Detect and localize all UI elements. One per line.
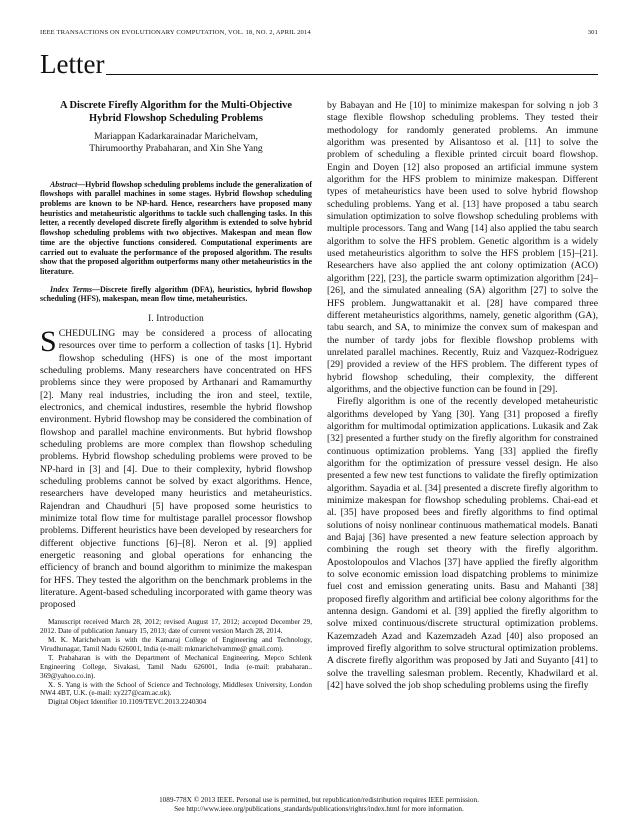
introduction-paragraph: [40, 324, 312, 612]
footnotes: [40, 618, 312, 708]
abstract-lead: Abstract: [50, 179, 78, 189]
author-list: [40, 131, 312, 155]
abstract-text: —Hybrid flowshop scheduling problems include the generalization of flowshops with parallel machines in some stages. Hybrid flowshop scheduling problems are known to be NP-hard. Hence, researchers have proposed many heuristics and metaheuristic algorithms to tackle such challenging tasks. In this letter, a recently developed discrete firefly algorithm is extended to solve hybrid flowshop scheduling problems with two objectives. Makespan and mean flow time are the objective functions considered. Computational experiments are carried out to evaluate the performance of the proposed algorithm. The results show that the proposed algorithm outperforms many other metaheuristics in the literature.: [40, 179, 312, 276]
authors-line-2: Thirumoorthy Prabaharan, and Xin She Yang: [89, 143, 263, 155]
page-number: 301: [587, 29, 598, 36]
footnote-author-3: X. S. Yang is with the School of Science and Technology, Middlesex University, London NW4 4BT, U.K. (e-mail: xy227@cam.ac.uk).: [40, 680, 312, 698]
section-rule: [106, 74, 598, 75]
left-column: [40, 100, 312, 707]
index-terms: [40, 285, 312, 304]
section-heading-introduction: I. Introduction: [148, 312, 204, 323]
copyright-footer: [40, 796, 598, 815]
index-terms-lead: Index Terms: [50, 284, 93, 294]
drop-cap: S: [40, 324, 57, 358]
footnote-author-2: T. Prabaharan is with the Department of Mechanical Engineering, Mepco Schlenk Engineering College, Sivakasi, Tamil Nadu 626001, India (e-mail: prabaharan.. 369@yahoo.co.in).: [40, 653, 312, 680]
paper-title: A Discrete Firefly Algorithm for the Multi-Objective Hybrid Flowshop Scheduling Problems: [60, 100, 292, 124]
footnote-author-1: M. K. Marichelvam is with the Kamaraj College of Engineering and Technology, Virudhunagar, Tamil Nadu 626001, India (e-mail: mkmarichelvamme@ gmail.com).: [40, 635, 312, 653]
footnote-doi: Digital Object Identifier 10.1109/TEVC.2013.2240304: [48, 698, 207, 707]
body-paragraph-2: Firefly algorithm is one of the recently developed metaheuristic algorithms developed by Yang [30]. Yang [31] proposed a firefly algorithm for multimodal optimization applications. Lukasik and Zak [32] presented a further study on the firefly algorithm for constrained continuous optimization problems. Yang [33] applied the firefly algorithm for the optimization of pressure vessel design. He also presented a few new test functions to validate the firefly optimization algorithm. Sayadia et al. [34] presented a discrete firefly algorithm to minimize makespan for flowshop scheduling problems. Chai-ead et al. [35] have proposed bees and firefly algorithms to find optimal solutions of noisy nonlinear continuous mathematical models. Banati and Bajaj [36] have presented a new feature selection approach by combining the rough set theory with the firefly algorithm. Apostolopoulos and Vlachos [37] have applied the firefly algorithm to solve economic emission load dispatching problems to minimize fuel cost and emission generating units. Basu and Mahanti [38] proposed firefly algorithm and artificial bee colony algorithms for the antenna design. Gandomi et al. [39] applied the firefly algorithm to solve mixed continuous/discrete structural optimization problems. Kazemzadeh Azad and Kazemzadeh Azad [40] also proposed an improved firefly algorithm to solve structural optimization problems. A discrete firefly algorithm was proposed by Jati and Suyanto [41] to solve the travelling salesman problem. Recently, Khadwilard et al. [42] have solved the job shop scheduling problems using the firefly: [327, 396, 598, 692]
footnote-manuscript: Manuscript received March 28, 2012; revised August 17, 2012; accepted December 29, 2012. Date of publication January 15, 2013; date of current version March 28, 2014.: [40, 617, 312, 635]
copyright-line-2: See http://www.ieee.org/publications_standards/publications/rights/index.html for more information.: [174, 805, 464, 814]
running-header: [40, 29, 598, 36]
copyright-line-1: 1089-778X © 2013 IEEE. Personal use is permitted, but republication/redistribution requires IEEE permission.: [159, 796, 479, 804]
right-column: [327, 100, 598, 693]
authors-line-1: Mariappan Kadarkarainadar Marichelvam,: [94, 131, 258, 143]
abstract: [40, 180, 312, 277]
index-terms-text: —Discrete firefly algorithm (DFA), heuristics, hybrid flowshop scheduling (HFS), makespan, mean flow time, metaheuristics.: [40, 284, 312, 304]
introduction-text: CHEDULING may be considered a process of allocating resources over time to perform a collection of tasks [1]. Hybrid flowshop scheduling (HFS) is one of the most important scheduling problems. Many researchers have concentrated on HFS problems since they were proposed by Arthanari and Ramamurthy [2]. Many real industries, including the iron and steel, textile, electronics, and chemical industires, resemble the hybrid flowshop environment. Hybrid flowshop may be considered the combination of flowshop and parallel machine environments. But hybrid flowshop scheduling problems are more complex than flowshop scheduling problems. Hybrid flowshop scheduling problems were proved to be NP-hard in [3] and [4]. Due to their complexity, hybrid flowshop scheduling problems cannot be solved by exact algorithms. Hence, researchers have developed many heuristics and metaheuristics. Rajendran and Chaudhuri [5] have proposed some heuristics to minimize total flow time for multistage parallel processor flowshop problems. Different heuristics have been developed by researchers for different objective functions [6]–[8]. Neron et al. [9] applied energetic reasoning and global operations for enhancing the efficiency of branch and bound algorithm to minimize the makespan for HFS. They tested the algorithm on the benchmark problems in the literature. Agent-based scheduling incorporated with game theory was proposed: [40, 327, 312, 611]
body-paragraph-1: by Babayan and He [10] to minimize makespan for solving n job 3 stage flexible flowshop scheduling problems. They tested their methodology for randomly generated problems. An immune algorithm was presented by Alisantoso et al. [11] to solve the problem of scheduling a flexible printed circuit board flowshop. Engin and Doyen [12] also proposed an artificial immune system algorithm for the HFS problem to minimize makespan. Different types of metaheuristics have been used to solve hybrid flowshop scheduling problems. Yang et al. [13] have proposed a tabu search simulation optimization to solve flowshop scheduling problems with multiple processors. Tang and Wang [14] also applied the tabu search algorithm to solve the HFS problem. Genetic algorithm is a widely used metaheuristics algorithm to solve the HFS problem [15]–[21]. Researchers have also applied the ant colony optimization (ACO) algorithm [22], [23], the particle swarm optimization algorithm [24]–[26], and the simulated annealing (SA) algorithm [27] to solve the HFS problem. Jungwattanakit et al. [28] have compared three different metaheuristics algorithms, namely, genetic algorithm (GA), tabu search, and SA, to minimize the convex sum of makespan and the number of tardy jobs for flexible flowshop problems with unrelated parallel machines. Recently, Ruiz and Vazquez-Rodriguez [29] provided a review of the HFS problem. The different types of hybrid flowshop scheduling, their complexity, the different algorithms, and the objective function can be found in [29].: [327, 100, 598, 395]
journal-citation: IEEE TRANSACTIONS ON EVOLUTIONARY COMPUTATION, VOL. 18, NO. 2, APRIL 2014: [40, 29, 311, 36]
section-label: Letter: [40, 49, 105, 79]
section-banner: [40, 50, 598, 78]
